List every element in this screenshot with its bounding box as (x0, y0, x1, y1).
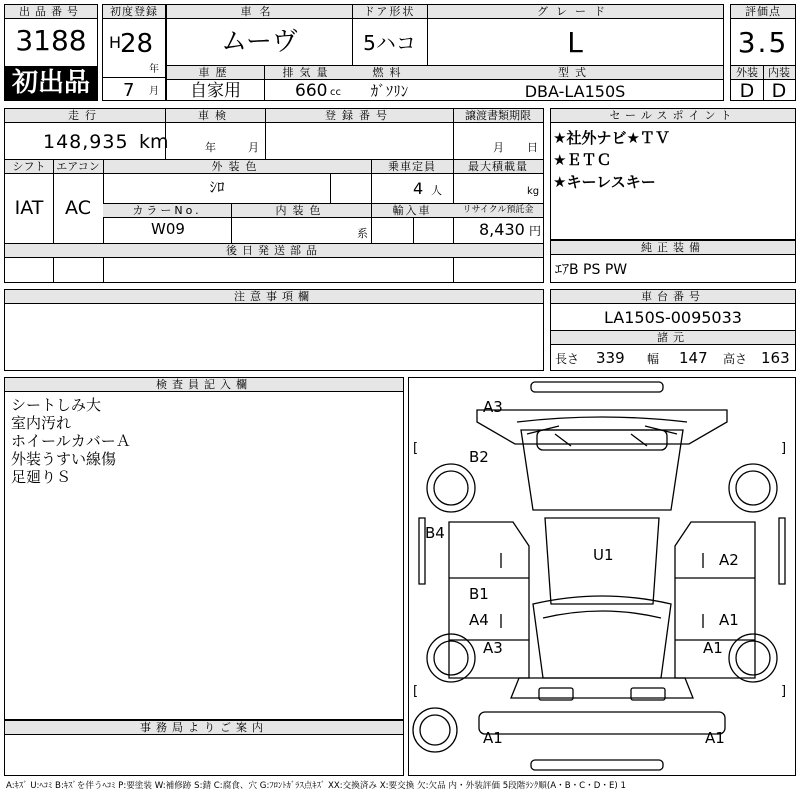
damage-mark: B4 (425, 524, 445, 542)
interior-grade: D (771, 80, 787, 102)
color-no: W09 (151, 220, 185, 238)
chassis-box (550, 289, 796, 371)
details-box (4, 108, 544, 283)
damage-mark: A2 (719, 551, 739, 569)
model-code-label: 型式 (558, 66, 592, 79)
door-type: 5ハコ (363, 31, 416, 55)
transfer-day-unit: 日 (527, 141, 538, 154)
height-label: 高さ (723, 352, 748, 366)
lot-number-box (4, 4, 98, 101)
registration-label: 登録番号 (325, 109, 393, 122)
damage-mark: U1 (593, 546, 614, 564)
month-unit: 月 (149, 86, 159, 97)
chassis-number: LA150S-0095033 (604, 308, 742, 327)
ext-color-label: 外装色 (211, 160, 263, 173)
exterior-grade-label: 外装 (736, 66, 758, 79)
transfer-month-unit: 月 (493, 141, 504, 154)
score-box (730, 4, 796, 101)
inspector-note: 足廻りＳ (11, 468, 72, 486)
inspector-label: 検査員記入欄 (5, 378, 403, 392)
history: 自家用 (190, 81, 241, 101)
mileage: 148,935 (43, 131, 129, 153)
color-no-label: カラーNo. (132, 204, 202, 217)
office-box (4, 720, 404, 776)
car-name-label: 車名 (240, 5, 279, 18)
era: H (109, 33, 122, 52)
max-load-unit: kg (527, 186, 540, 197)
genuine-equipment-label: 純正装備 (551, 241, 795, 255)
capacity: 4 (413, 179, 424, 198)
inspector-note: 室内汚れ (11, 414, 72, 432)
inspection-month-unit: 月 (248, 141, 259, 154)
damage-mark: A3 (483, 398, 503, 416)
mileage-label: 走行 (68, 109, 102, 122)
inspection-year-unit: 年 (205, 141, 216, 154)
height: 163 (761, 349, 790, 367)
score-label: 評価点 (731, 5, 795, 19)
damage-mark: B1 (469, 585, 489, 603)
history-label: 車歴 (198, 66, 233, 79)
later-parts-label: 後日発送部品 (5, 244, 543, 258)
width: 147 (679, 349, 708, 367)
recycle-label: リサイクル預託金 (462, 205, 534, 215)
diagram-bracket: [ (413, 441, 419, 456)
score: 3.5 (737, 26, 789, 59)
damage-mark: A3 (483, 639, 503, 657)
shift: IAT (14, 197, 44, 219)
recycle-fee: 8,430 (479, 220, 525, 239)
mileage-unit: km (139, 131, 169, 153)
first-listing-badge: 初出品 (5, 66, 97, 100)
car-diagram (409, 378, 795, 775)
fuel: ｶﾞｿﾘﾝ (370, 82, 409, 100)
inspector-box (4, 377, 404, 720)
sales-points-label: セールスポイント (551, 109, 795, 123)
interior-grade-label: 内装 (768, 66, 790, 79)
sales-point-item: ★キーレスキー (553, 173, 656, 191)
grade-label: グレード (537, 5, 613, 18)
capacity-unit: 人 (431, 184, 442, 197)
door-label: ドア形状 (363, 5, 416, 18)
capacity-label: 乗車定員 (388, 160, 436, 173)
diagram-bracket: ] (781, 684, 787, 699)
genuine-equipment-box (550, 240, 796, 283)
damage-mark: A1 (705, 729, 725, 747)
car-info-box (166, 4, 724, 101)
year-unit: 年 (149, 64, 159, 75)
damage-mark: A4 (469, 611, 489, 629)
chassis-label: 車台番号 (551, 290, 795, 304)
lot-number-label: 出品番号 (5, 5, 97, 19)
displacement-unit: cc (330, 87, 341, 98)
registration-year: 28 (120, 29, 154, 59)
recycle-unit: 円 (529, 224, 542, 238)
damage-mark: A1 (719, 611, 739, 629)
damage-mark: B2 (469, 448, 489, 466)
notes-label: 注意事項欄 (5, 290, 543, 304)
width-label: 幅 (647, 352, 660, 366)
model-code: DBA-LA150S (524, 82, 626, 101)
inspector-note: 外装うすい線傷 (11, 450, 117, 468)
inspector-note: シートしみ大 (11, 396, 102, 414)
specs-label: 諸元 (551, 331, 795, 345)
genuine-equipment: ｴｱB PS PW (555, 262, 628, 278)
diagram-bracket: [ (413, 684, 419, 699)
grade: L (567, 26, 583, 59)
air-conditioner: AC (65, 197, 91, 219)
diagram-bracket: ] (781, 441, 787, 456)
ac-label: エアコン (56, 160, 100, 173)
max-load-label: 最大積載量 (468, 160, 528, 173)
length: 339 (596, 349, 625, 367)
damage-mark: A1 (483, 729, 503, 747)
first-registration-box (102, 4, 166, 101)
int-color-unit: 系 (357, 227, 368, 240)
displacement: 660 (295, 81, 328, 101)
notes-box (4, 289, 544, 371)
fuel-label: 燃料 (372, 66, 407, 79)
displacement-label: 排気量 (282, 66, 334, 79)
damage-mark: A1 (703, 639, 723, 657)
length-label: 長さ (555, 352, 580, 366)
sales-point-item: ★ＥＴＣ (553, 151, 612, 169)
registration-month: 7 (123, 80, 135, 101)
office-label: 事務局よりご案内 (5, 721, 403, 735)
exterior-grade: D (739, 80, 755, 102)
lot-number: 3188 (15, 24, 87, 57)
import-label: 輸入車 (392, 204, 432, 217)
first-reg-label: 初度登録 (103, 5, 165, 19)
int-color-label: 内装色 (275, 204, 327, 217)
inspector-note: ホイールカバーＡ (11, 432, 131, 450)
sales-point-item: ★社外ナビ★ＴＶ (553, 129, 670, 147)
transfer-doc-label: 譲渡書類期限 (465, 109, 531, 122)
car-diagram-box (408, 377, 796, 776)
ext-color: ｼﾛ (209, 178, 225, 196)
legend: A:ｷｽﾞ U:ﾍｺﾐ B:ｷｽﾞを伴うﾍｺﾐ P:要塗装 W:補修跡 S:錆 C:腐食、穴 G:ﾌﾛﾝﾄｶﾞﾗｽ点ｷｽﾞ XX:交換済み X:要交換 欠:欠品 内・外装評価 5段階ﾗﾝｸ順(A・B・C・D・E) 1 (6, 781, 626, 791)
sales-points-box (550, 108, 796, 240)
car-name: ムーヴ (221, 27, 298, 57)
shift-label: シフト (12, 160, 46, 173)
inspection-label: 車検 (198, 109, 232, 122)
